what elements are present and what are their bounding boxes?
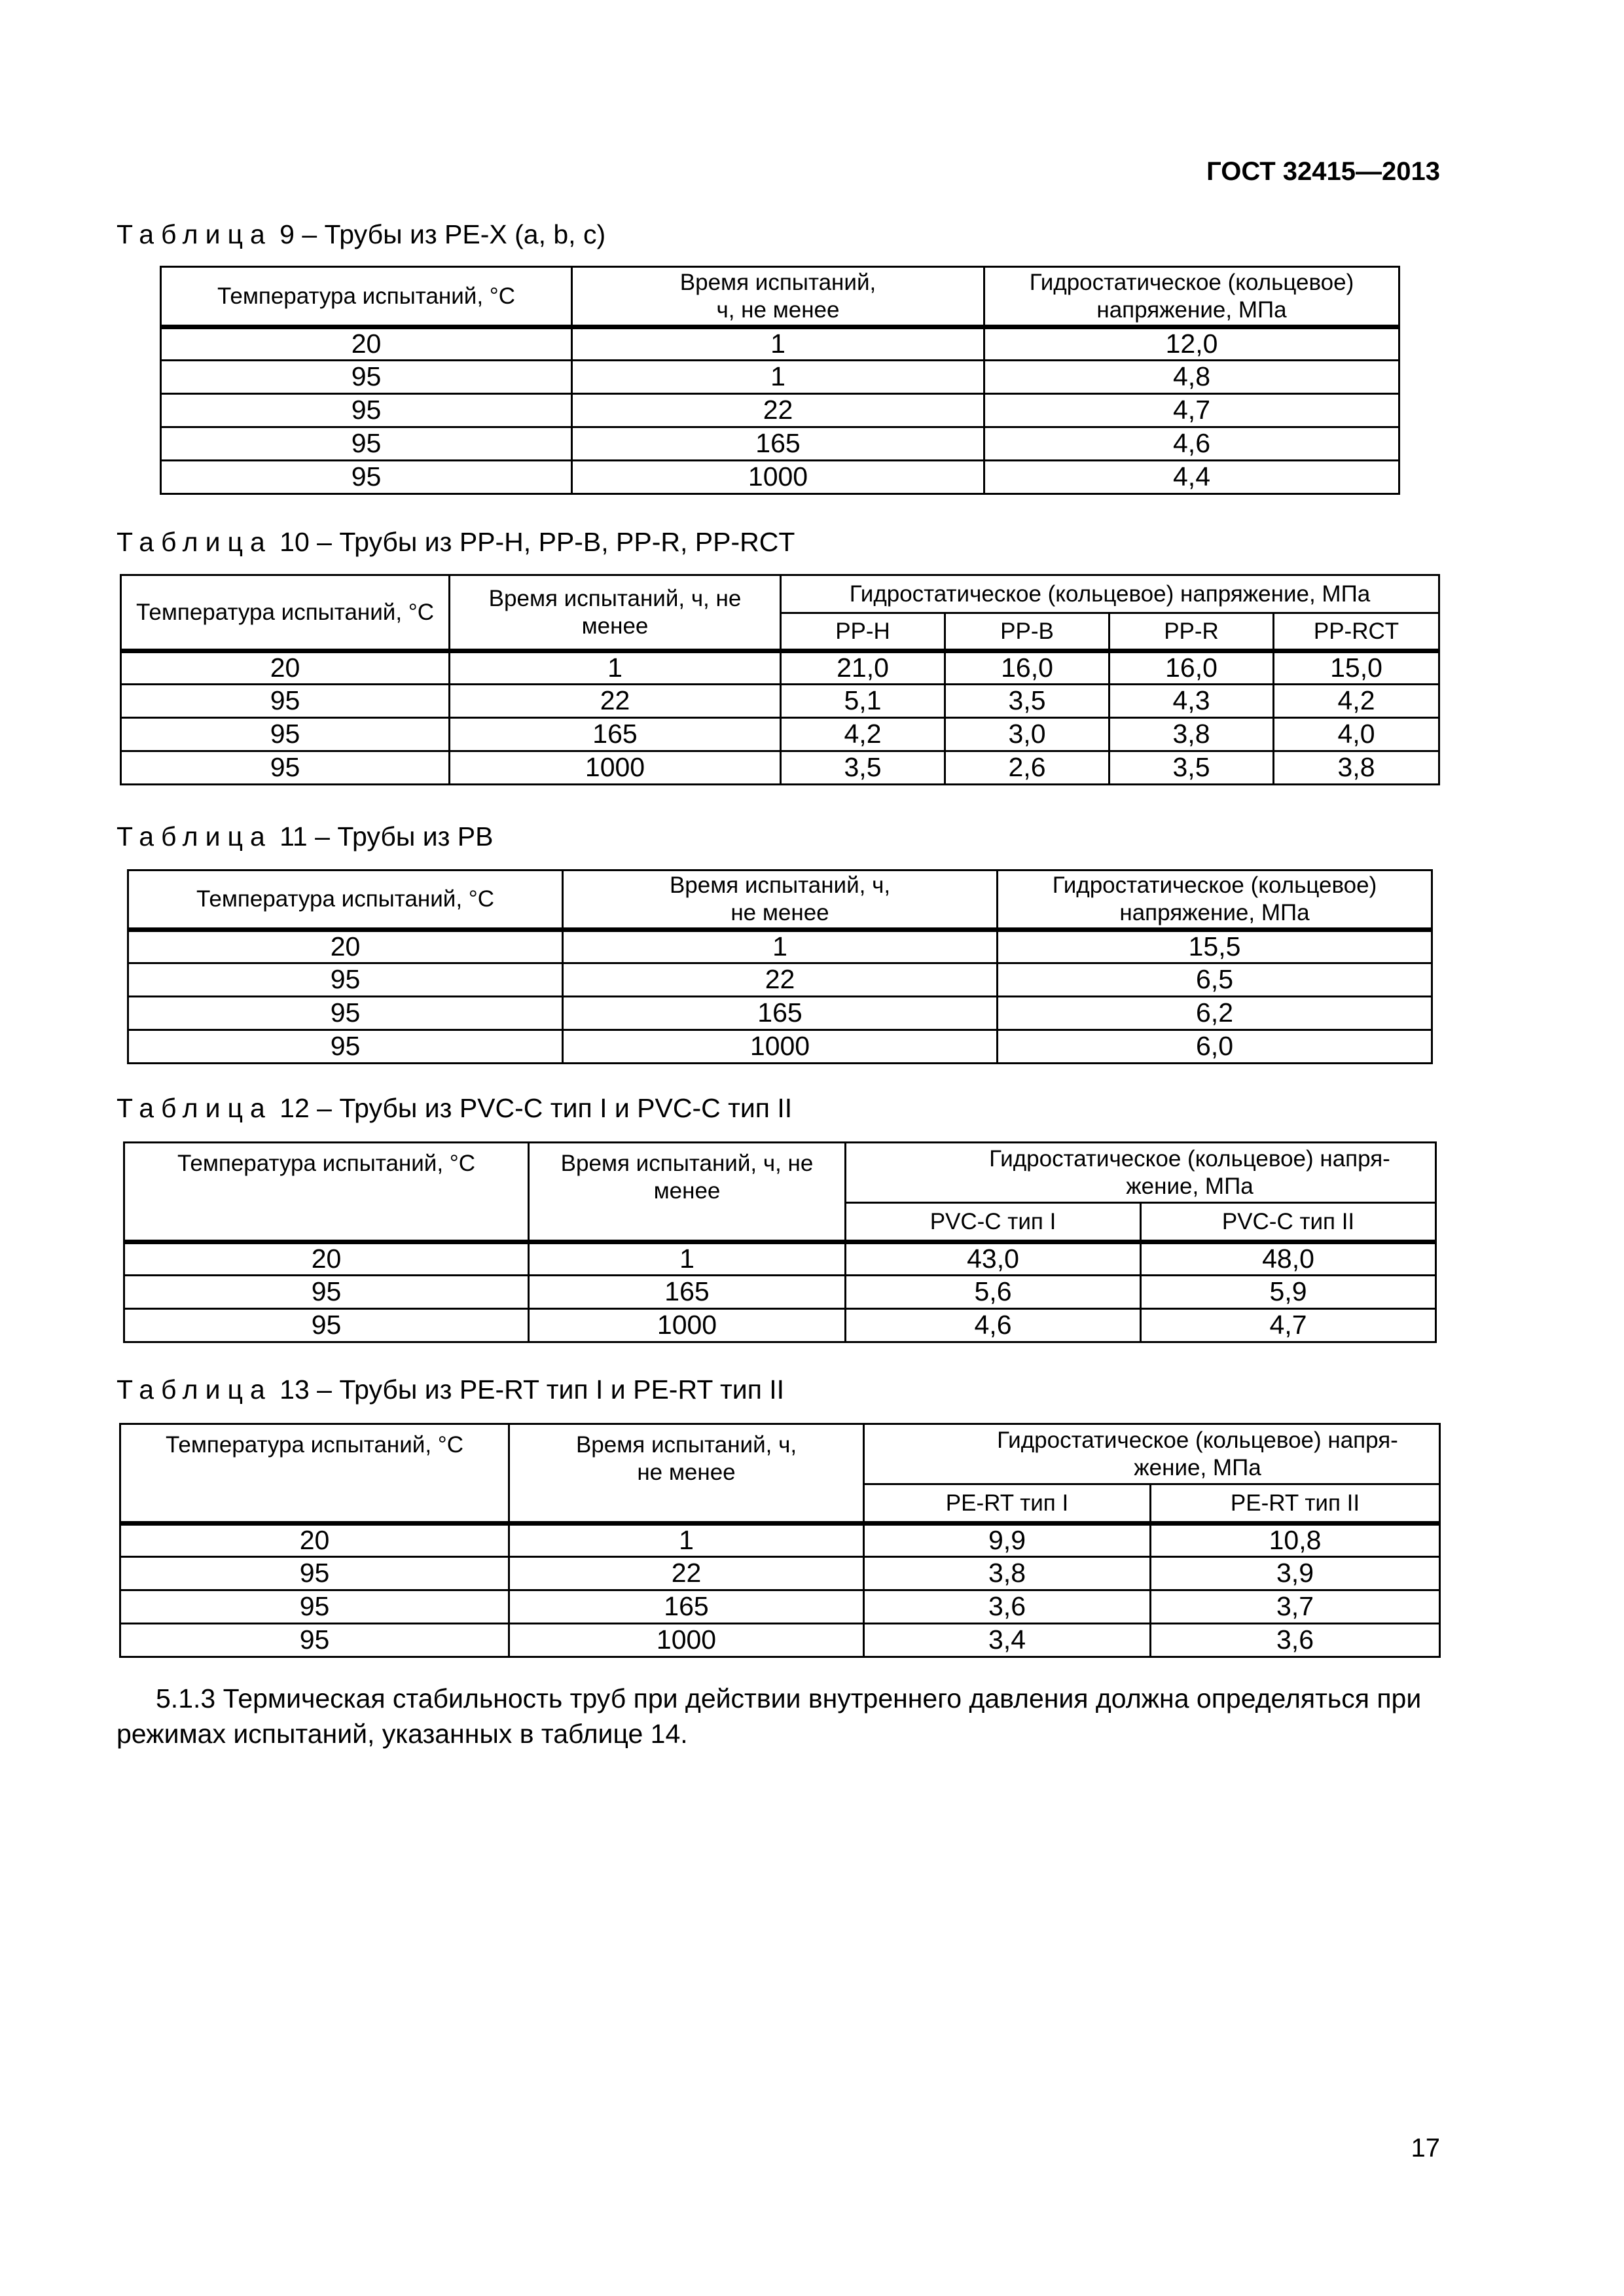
cell: 95 <box>161 394 572 427</box>
cell: 4,3 <box>1110 685 1274 718</box>
table-row <box>121 718 1439 751</box>
table-label: Таблица <box>117 1374 272 1405</box>
header-temperature: Температура испытаний, °С <box>128 870 563 930</box>
cell: 22 <box>450 685 781 718</box>
cell: 6,2 <box>998 997 1432 1030</box>
cell: 20 <box>128 930 563 963</box>
table-row <box>161 327 1399 361</box>
cell: 5,6 <box>846 1276 1141 1309</box>
cell: 3,8 <box>1110 718 1274 751</box>
cell: 95 <box>161 427 572 461</box>
cell: 48,0 <box>1141 1242 1436 1276</box>
cell: 3,8 <box>1274 751 1439 785</box>
table-label: Таблица <box>117 1093 272 1123</box>
table-row <box>161 361 1399 394</box>
table-title: 13 – Трубы из PE-RT тип I и PE-RT тип II <box>280 1374 785 1405</box>
cell: 4,6 <box>846 1309 1141 1342</box>
table-9 <box>160 266 1400 495</box>
cell: 4,7 <box>984 394 1399 427</box>
table-title: 9 – Трубы из PE-X (a, b, c) <box>280 219 606 249</box>
table-row <box>124 1276 1436 1309</box>
cell: 3,0 <box>945 718 1110 751</box>
header-stress: Гидростатическое (кольцевое) напряжение, МПа <box>998 870 1432 930</box>
table-label: Таблица <box>117 527 272 557</box>
header-stress: Гидростатическое (кольцевое) напря-жение, МПа <box>864 1424 1440 1484</box>
header-temperature: Температура испытаний, °С <box>121 575 450 651</box>
cell: 4,8 <box>984 361 1399 394</box>
cell: 6,5 <box>998 963 1432 997</box>
header-material: PE-RT тип II <box>1151 1484 1440 1524</box>
header-time: Время испытаний, ч, не менее <box>563 870 998 930</box>
cell: 22 <box>563 963 998 997</box>
cell: 5,9 <box>1141 1276 1436 1309</box>
table-10-caption <box>117 527 795 558</box>
cell: 95 <box>124 1309 529 1342</box>
paragraph-text: 5.1.3 Термическая стабильность труб при действии внутреннего давления должна определяться при режимах испытаний, указанных в таблице 14. <box>117 1683 1422 1749</box>
cell: 1000 <box>450 751 781 785</box>
cell: 95 <box>121 751 450 785</box>
cell: 95 <box>120 1624 509 1657</box>
cell: 95 <box>121 685 450 718</box>
paragraph-5-1-3 <box>117 1681 1439 1751</box>
table-label: Таблица <box>117 219 272 249</box>
cell: 22 <box>572 394 984 427</box>
table-row <box>161 461 1399 494</box>
table-11-caption <box>117 821 494 852</box>
cell: 95 <box>128 997 563 1030</box>
table-12-caption <box>117 1093 792 1124</box>
cell: 95 <box>120 1557 509 1590</box>
cell: 165 <box>572 427 984 461</box>
cell: 4,2 <box>1274 685 1439 718</box>
cell: 95 <box>161 361 572 394</box>
cell: 43,0 <box>846 1242 1141 1276</box>
header-stress: Гидростатическое (кольцевое) напря-жение, МПа <box>846 1143 1436 1203</box>
cell: 95 <box>120 1590 509 1624</box>
cell: 22 <box>509 1557 864 1590</box>
cell: 95 <box>124 1276 529 1309</box>
cell: 95 <box>128 1030 563 1064</box>
cell: 1 <box>450 651 781 685</box>
cell: 16,0 <box>945 651 1110 685</box>
header-stress: Гидростатическое (кольцевое) напряжение, МПа <box>781 575 1439 613</box>
table-title: 10 – Трубы из PP-H, PP-B, PP-R, PP-RCT <box>280 527 795 557</box>
cell: 3,4 <box>864 1624 1151 1657</box>
cell: 2,6 <box>945 751 1110 785</box>
cell: 165 <box>529 1276 846 1309</box>
table-row <box>120 1624 1440 1657</box>
cell: 3,5 <box>781 751 945 785</box>
table-row <box>120 1524 1440 1557</box>
cell: 4,0 <box>1274 718 1439 751</box>
cell: 3,5 <box>945 685 1110 718</box>
cell: 1 <box>563 930 998 963</box>
cell: 1 <box>572 327 984 361</box>
cell: 1000 <box>529 1309 846 1342</box>
table-row <box>124 1309 1436 1342</box>
table-header-row <box>120 1424 1440 1484</box>
cell: 15,0 <box>1274 651 1439 685</box>
cell: 20 <box>120 1524 509 1557</box>
header-material: PE-RT тип I <box>864 1484 1151 1524</box>
header-time: Время испытаний, ч, не менее <box>509 1424 864 1524</box>
table-row <box>128 997 1432 1030</box>
cell: 12,0 <box>984 327 1399 361</box>
cell: 20 <box>161 327 572 361</box>
cell: 165 <box>509 1590 864 1624</box>
header-time: Время испытаний, ч, не менее <box>450 575 781 651</box>
standard-code: ГОСТ 32415—2013 <box>1206 157 1440 186</box>
table-12 <box>123 1141 1437 1343</box>
cell: 1 <box>509 1524 864 1557</box>
cell: 3,6 <box>1151 1624 1440 1657</box>
header-temperature: Температура испытаний, °С <box>120 1424 509 1524</box>
table-row <box>161 394 1399 427</box>
table-row <box>128 930 1432 963</box>
cell: 3,8 <box>864 1557 1151 1590</box>
header-time: Время испытаний, ч, не менее <box>572 267 984 327</box>
cell: 95 <box>121 718 450 751</box>
header-material: PVC-C тип I <box>846 1203 1141 1242</box>
cell: 1000 <box>509 1624 864 1657</box>
cell: 3,7 <box>1151 1590 1440 1624</box>
cell: 20 <box>121 651 450 685</box>
cell: 3,6 <box>864 1590 1151 1624</box>
table-row <box>121 685 1439 718</box>
header-material: PP-H <box>781 613 945 651</box>
table-header-row <box>128 870 1432 930</box>
table-row <box>121 651 1439 685</box>
table-header-row <box>121 575 1439 613</box>
table-11 <box>127 869 1433 1064</box>
cell: 4,7 <box>1141 1309 1436 1342</box>
cell: 20 <box>124 1242 529 1276</box>
cell: 10,8 <box>1151 1524 1440 1557</box>
cell: 1 <box>529 1242 846 1276</box>
table-title: 11 – Трубы из PB <box>280 821 494 852</box>
cell: 9,9 <box>864 1524 1151 1557</box>
header-material: PP-B <box>945 613 1110 651</box>
header-material: PVC-C тип II <box>1141 1203 1436 1242</box>
header-temperature: Температура испытаний, °С <box>161 267 572 327</box>
table-row <box>124 1242 1436 1276</box>
table-row <box>161 427 1399 461</box>
cell: 1000 <box>563 1030 998 1064</box>
cell: 1000 <box>572 461 984 494</box>
header-material: PP-R <box>1110 613 1274 651</box>
table-row <box>120 1557 1440 1590</box>
cell: 15,5 <box>998 930 1432 963</box>
cell: 21,0 <box>781 651 945 685</box>
table-row <box>121 751 1439 785</box>
cell: 1 <box>572 361 984 394</box>
cell: 3,9 <box>1151 1557 1440 1590</box>
table-9-caption <box>117 219 605 250</box>
table-10 <box>120 574 1440 785</box>
cell: 165 <box>450 718 781 751</box>
cell: 95 <box>161 461 572 494</box>
cell: 6,0 <box>998 1030 1432 1064</box>
header-stress: Гидростатическое (кольцевое) напряжение, МПа <box>984 267 1399 327</box>
header-temperature: Температура испытаний, °С <box>124 1143 529 1242</box>
table-13 <box>119 1423 1441 1658</box>
cell: 165 <box>563 997 998 1030</box>
cell: 95 <box>128 963 563 997</box>
cell: 4,4 <box>984 461 1399 494</box>
table-header-row <box>124 1143 1436 1203</box>
table-header-row <box>161 267 1399 327</box>
cell: 5,1 <box>781 685 945 718</box>
header-material: PP-RCT <box>1274 613 1439 651</box>
table-row <box>128 963 1432 997</box>
cell: 3,5 <box>1110 751 1274 785</box>
page-number: 17 <box>1411 2134 1440 2162</box>
cell: 4,6 <box>984 427 1399 461</box>
table-title: 12 – Трубы из PVC-C тип I и PVC-C тип II <box>280 1093 793 1123</box>
table-13-caption <box>117 1374 784 1405</box>
table-row <box>128 1030 1432 1064</box>
table-row <box>120 1590 1440 1624</box>
cell: 16,0 <box>1110 651 1274 685</box>
header-time: Время испытаний, ч, не менее <box>529 1143 846 1242</box>
cell: 4,2 <box>781 718 945 751</box>
table-label: Таблица <box>117 821 272 852</box>
